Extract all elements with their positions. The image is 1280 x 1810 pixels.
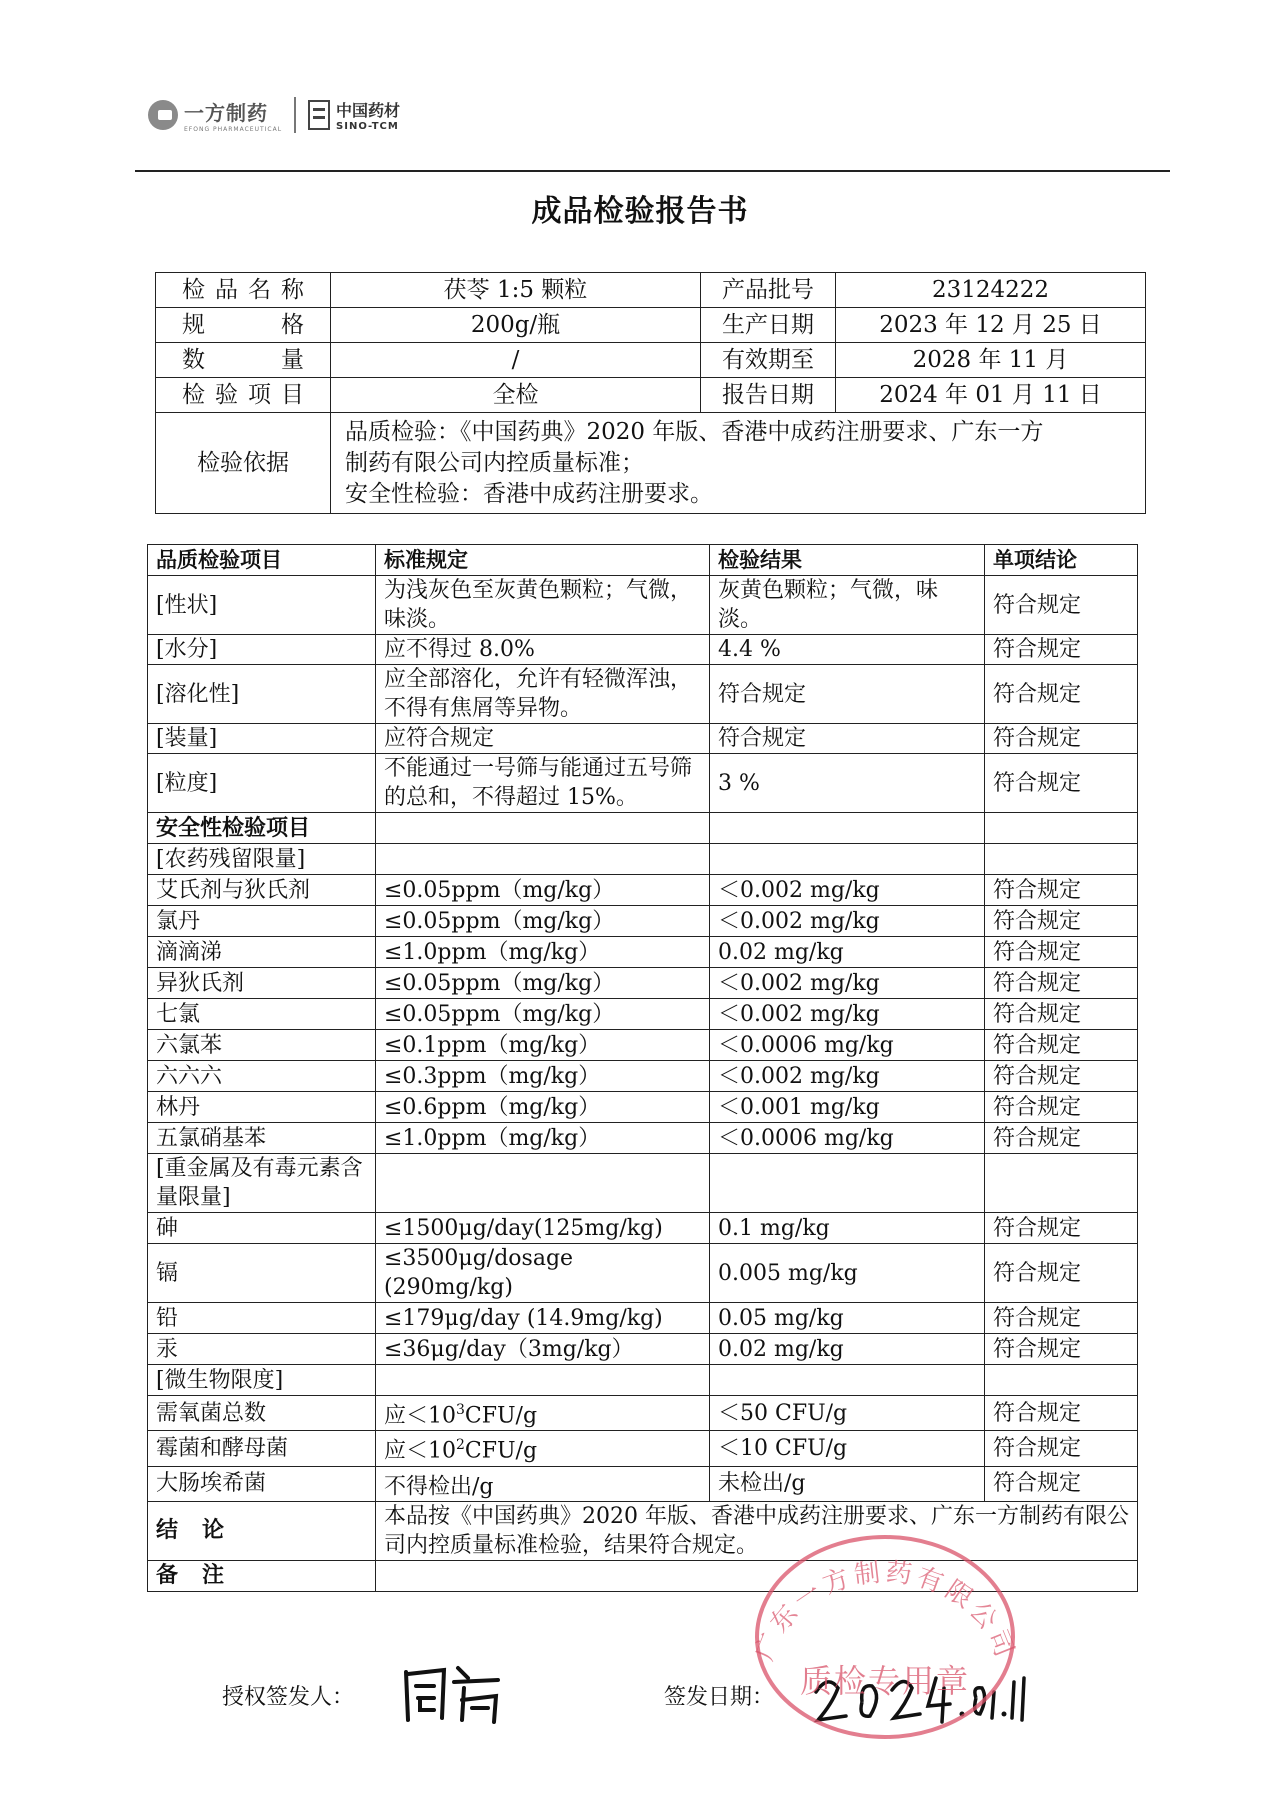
issue-date-label: 签发日期： — [664, 1685, 775, 1710]
row-result: ＜0.0006 mg/kg — [710, 1030, 985, 1061]
row-standard: ≤0.05ppm（mg/kg） — [376, 906, 710, 937]
qty-value: / — [331, 343, 701, 378]
row-standard: ≤0.05ppm（mg/kg） — [376, 999, 710, 1030]
row-standard: 应不得过 8.0% — [376, 635, 710, 665]
row-item: 六氯苯 — [148, 1030, 376, 1061]
row-standard: ≤1500μg/day(125mg/kg) — [376, 1213, 710, 1244]
row-conclusion: 符合规定 — [985, 1334, 1138, 1365]
table-row — [148, 1213, 1138, 1244]
row-result: 灰黄色颗粒；气微，味淡。 — [710, 576, 985, 635]
row-standard: 不能通过一号筛与能通过五号筛的总和，不得超过 15%。 — [376, 754, 710, 813]
test-item-value: 全检 — [331, 378, 701, 413]
row-standard: ≤0.6ppm（mg/kg） — [376, 1092, 710, 1123]
table-row — [148, 1334, 1138, 1365]
test-item-label: 检验项目 — [156, 378, 331, 413]
row-result: ＜0.002 mg/kg — [710, 1061, 985, 1092]
conclusion-text: 本品按《中国药典》2020 年版、香港中成药注册要求、广东一方制药有限公司内控质量标准检验，结果符合规定。 — [376, 1501, 1138, 1560]
row-result: 0.05 mg/kg — [710, 1303, 985, 1334]
row-conclusion: 符合规定 — [985, 968, 1138, 999]
safety-section-title: 安全性检验项目 — [148, 813, 376, 844]
row-result: 0.1 mg/kg — [710, 1213, 985, 1244]
row-conclusion: 符合规定 — [985, 1396, 1138, 1431]
batch-value: 23124222 — [836, 273, 1146, 308]
section-row — [148, 813, 1138, 844]
results-table — [147, 544, 1138, 1592]
table-row — [148, 635, 1138, 665]
name-value: 茯苓 1:5 颗粒 — [331, 273, 701, 308]
empty-cell — [985, 1365, 1138, 1396]
row-result: 3 % — [710, 754, 985, 813]
table-row — [148, 665, 1138, 724]
section-row — [148, 1154, 1138, 1213]
row-result: 4.4 % — [710, 635, 985, 665]
empty-cell — [985, 844, 1138, 875]
empty-cell — [985, 813, 1138, 844]
table-row — [148, 1092, 1138, 1123]
row-item: 滴滴涕 — [148, 937, 376, 968]
empty-cell — [710, 844, 985, 875]
signer-label: 授权签发人： — [222, 1685, 355, 1710]
row-result: ＜0.001 mg/kg — [710, 1092, 985, 1123]
inspection-stamp — [735, 1522, 1035, 1742]
basis-line-3: 安全性检验：香港中成药注册要求。 — [345, 480, 713, 507]
row-item: 七氯 — [148, 999, 376, 1030]
row-standard: ≤0.3ppm（mg/kg） — [376, 1061, 710, 1092]
table-row — [148, 875, 1138, 906]
product-info-table — [155, 272, 1146, 514]
row-standard — [376, 1396, 710, 1431]
table-row — [148, 968, 1138, 999]
svg-text:质检专用章: 质检专用章 — [799, 1662, 971, 1700]
section-row — [148, 844, 1138, 875]
table-row — [148, 1030, 1138, 1061]
row-standard: ≤0.05ppm（mg/kg） — [376, 968, 710, 999]
empty-cell — [985, 1154, 1138, 1213]
remark-label: 备注 — [148, 1560, 376, 1591]
row-item: 需氧菌总数 — [148, 1396, 376, 1431]
basis-line-1: 品质检验：《中国药典》2020 年版、香港中成药注册要求、广东一方 — [345, 418, 1044, 445]
row-item: 艾氏剂与狄氏剂 — [148, 875, 376, 906]
spec-value: 200g/瓶 — [331, 308, 701, 343]
row-standard: ≤36μg/day（3mg/kg） — [376, 1334, 710, 1365]
empty-cell — [376, 844, 710, 875]
mfg-date-label: 生产日期 — [701, 308, 836, 343]
std-suffix: CFU/g — [464, 1403, 538, 1429]
row-result: 0.02 mg/kg — [710, 1334, 985, 1365]
row-result: ＜0.002 mg/kg — [710, 999, 985, 1030]
basis-label: 检验依据 — [156, 413, 331, 514]
row-item: 镉 — [148, 1244, 376, 1303]
sino-tcm-logo-icon — [308, 100, 330, 130]
empty-cell — [376, 813, 710, 844]
name-label: 检品名称 — [156, 273, 331, 308]
table-row — [148, 576, 1138, 635]
row-conclusion: 符合规定 — [985, 1466, 1138, 1501]
header-rule — [135, 170, 1170, 172]
table-row — [148, 1061, 1138, 1092]
row-item: [粒度] — [148, 754, 376, 813]
std-exponent: 3 — [456, 1402, 465, 1418]
header-item: 品质检验项目 — [148, 545, 376, 576]
basis-line-2: 制药有限公司内控质量标准； — [345, 449, 644, 476]
row-standard: ≤179μg/day (14.9mg/kg) — [376, 1303, 710, 1334]
row-item: 铅 — [148, 1303, 376, 1334]
row-conclusion: 符合规定 — [985, 875, 1138, 906]
row-item: 砷 — [148, 1213, 376, 1244]
row-result: ＜0.002 mg/kg — [710, 968, 985, 999]
table-row — [148, 1303, 1138, 1334]
row-item: 林丹 — [148, 1092, 376, 1123]
handwritten-signature — [398, 1660, 508, 1730]
row-conclusion: 符合规定 — [985, 1123, 1138, 1154]
svg-text:广东一方制药有限公司: 广东一方制药有限公司 — [749, 1557, 1021, 1665]
sino-tcm-logo — [308, 98, 400, 132]
row-conclusion: 符合规定 — [985, 665, 1138, 724]
row-item: 汞 — [148, 1334, 376, 1365]
table-row — [148, 999, 1138, 1030]
qty-label: 数量 — [156, 343, 331, 378]
row-conclusion: 符合规定 — [985, 1213, 1138, 1244]
table-row — [148, 1123, 1138, 1154]
table-row — [148, 937, 1138, 968]
row-item: [水分] — [148, 635, 376, 665]
row-item: 五氯硝基苯 — [148, 1123, 376, 1154]
yifang-logo-icon — [148, 100, 178, 130]
table-row — [148, 906, 1138, 937]
conclusion-label: 结论 — [148, 1501, 376, 1560]
empty-cell — [376, 1365, 710, 1396]
row-standard: ≤1.0ppm（mg/kg） — [376, 937, 710, 968]
row-result: ＜0.002 mg/kg — [710, 906, 985, 937]
row-standard: 为浅灰色至灰黄色颗粒；气微，味淡。 — [376, 576, 710, 635]
std-prefix: 应＜10 — [384, 1403, 456, 1429]
row-result: 符合规定 — [710, 724, 985, 754]
table-row — [148, 1244, 1138, 1303]
row-result: 符合规定 — [710, 665, 985, 724]
row-conclusion: 符合规定 — [985, 1431, 1138, 1466]
page-title: 成品检验报告书 — [531, 194, 749, 229]
row-conclusion: 符合规定 — [985, 906, 1138, 937]
row-standard: ≤0.1ppm（mg/kg） — [376, 1030, 710, 1061]
logo-divider — [294, 97, 296, 133]
table-header-row — [148, 545, 1138, 576]
pesticide-section-title: [农药残留限量] — [148, 844, 376, 875]
row-item: [性状] — [148, 576, 376, 635]
row-item: 六六六 — [148, 1061, 376, 1092]
row-result: ＜10 CFU/g — [710, 1431, 985, 1466]
header-standard: 标准规定 — [376, 545, 710, 576]
micro-section-title: [微生物限度] — [148, 1365, 376, 1396]
yifang-logo-name: 一方制药 — [184, 101, 268, 125]
std-prefix: 应＜10 — [384, 1438, 456, 1464]
row-conclusion: 符合规定 — [985, 1061, 1138, 1092]
table-row — [148, 724, 1138, 754]
row-item: [装量] — [148, 724, 376, 754]
report-date-label: 报告日期 — [701, 378, 836, 413]
report-date-value: 2024 年 01 月 11 日 — [836, 378, 1146, 413]
row-standard — [376, 1466, 710, 1501]
row-result: 未检出/g — [710, 1466, 985, 1501]
std-suffix: CFU/g — [464, 1438, 538, 1464]
row-conclusion: 符合规定 — [985, 635, 1138, 665]
row-result: ＜0.0006 mg/kg — [710, 1123, 985, 1154]
row-item: 异狄氏剂 — [148, 968, 376, 999]
metal-section-title: [重金属及有毒元素含量限量] — [148, 1154, 376, 1213]
yifang-logo-en: EFONG PHARMACEUTICAL — [184, 126, 283, 133]
row-standard: 应全部溶化，允许有轻微浑浊，不得有焦屑等异物。 — [376, 665, 710, 724]
row-result: ＜0.002 mg/kg — [710, 875, 985, 906]
std-prefix: 不得检出/g — [384, 1473, 494, 1499]
row-conclusion: 符合规定 — [985, 999, 1138, 1030]
row-standard — [376, 1431, 710, 1466]
row-standard: ≤3500μg/dosage (290mg/kg) — [376, 1244, 710, 1303]
row-result: 0.005 mg/kg — [710, 1244, 985, 1303]
letterhead-logos — [148, 92, 400, 138]
sino-tcm-logo-en: SINO-TCM — [336, 121, 399, 132]
expiry-value: 2028 年 11 月 — [836, 343, 1146, 378]
row-conclusion: 符合规定 — [985, 937, 1138, 968]
empty-cell — [710, 1365, 985, 1396]
table-row — [148, 754, 1138, 813]
row-standard: ≤0.05ppm（mg/kg） — [376, 875, 710, 906]
empty-cell — [376, 1154, 710, 1213]
row-conclusion: 符合规定 — [985, 1244, 1138, 1303]
row-result: 0.02 mg/kg — [710, 937, 985, 968]
section-row — [148, 1365, 1138, 1396]
row-item: [溶化性] — [148, 665, 376, 724]
row-conclusion: 符合规定 — [985, 1030, 1138, 1061]
row-result: ＜50 CFU/g — [710, 1396, 985, 1431]
table-row — [148, 1431, 1138, 1466]
empty-cell — [710, 813, 985, 844]
batch-label: 产品批号 — [701, 273, 836, 308]
header-result: 检验结果 — [710, 545, 985, 576]
row-conclusion: 符合规定 — [985, 576, 1138, 635]
row-standard: 应符合规定 — [376, 724, 710, 754]
table-row — [148, 1466, 1138, 1501]
basis-text — [331, 413, 1146, 514]
row-item: 大肠埃希菌 — [148, 1466, 376, 1501]
sino-tcm-logo-name: 中国药材 — [336, 101, 401, 120]
row-standard: ≤1.0ppm（mg/kg） — [376, 1123, 710, 1154]
empty-cell — [710, 1154, 985, 1213]
header-conclusion: 单项结论 — [985, 545, 1138, 576]
row-conclusion: 符合规定 — [985, 724, 1138, 754]
row-item: 霉菌和酵母菌 — [148, 1431, 376, 1466]
row-conclusion: 符合规定 — [985, 754, 1138, 813]
std-exponent: 2 — [456, 1437, 465, 1454]
row-item: 氯丹 — [148, 906, 376, 937]
mfg-date-value: 2023 年 12 月 25 日 — [836, 308, 1146, 343]
yifang-logo — [148, 97, 282, 133]
expiry-label: 有效期至 — [701, 343, 836, 378]
spec-label: 规格 — [156, 308, 331, 343]
row-conclusion: 符合规定 — [985, 1092, 1138, 1123]
row-conclusion: 符合规定 — [985, 1303, 1138, 1334]
table-row — [148, 1396, 1138, 1431]
